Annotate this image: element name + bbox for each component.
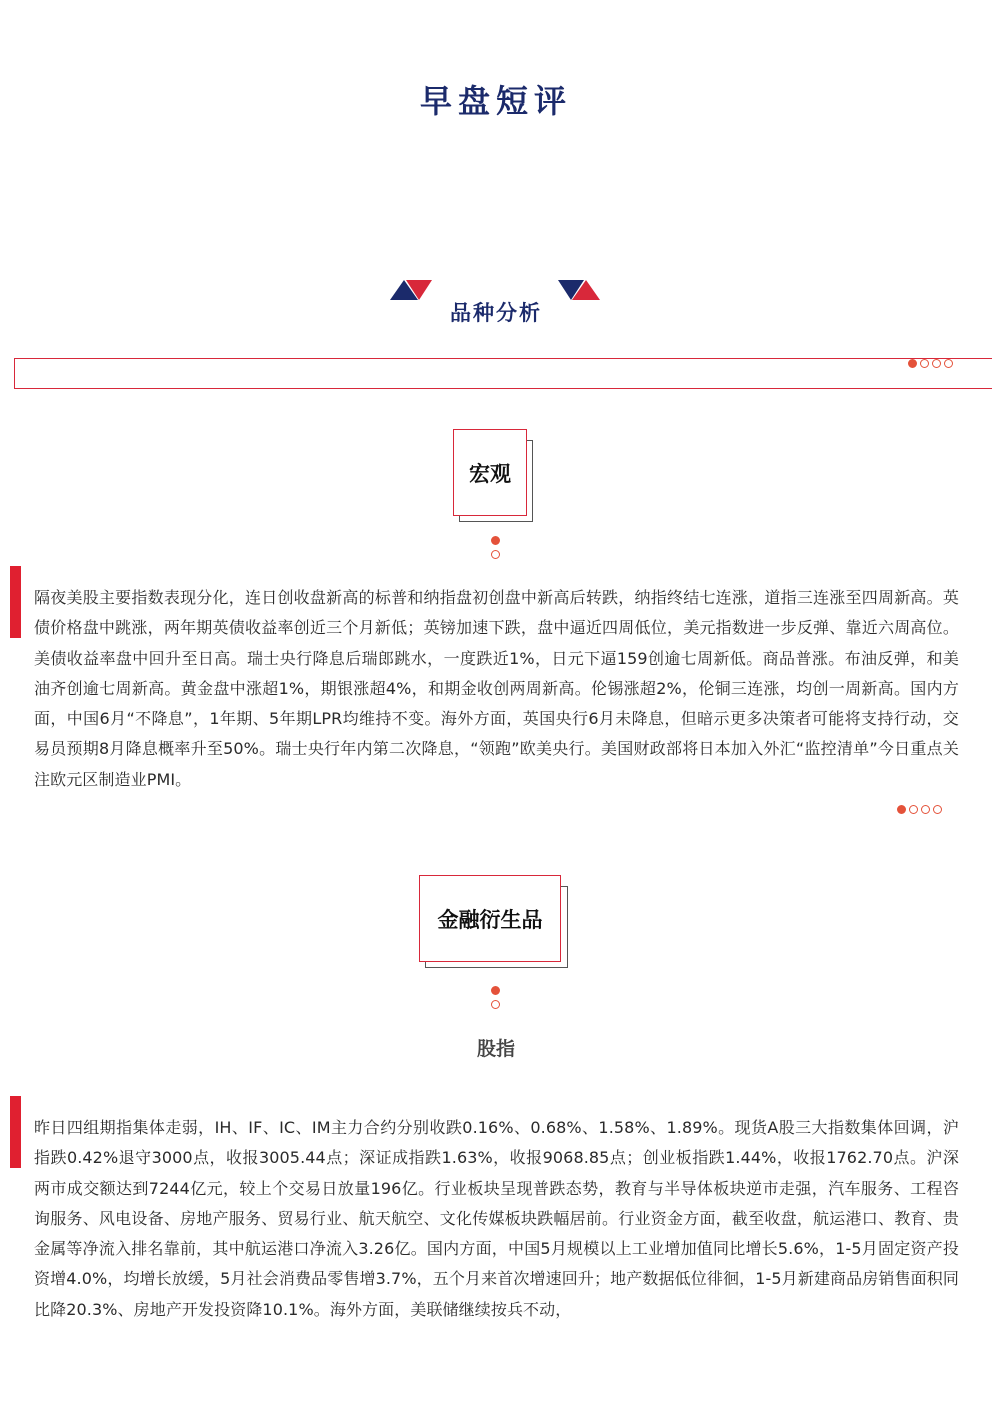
stock-index-paragraph: 昨日四组期指集体走弱，IH、IF、IC、IM主力合约分别收跌0.16%、0.68%、1.58%、1.89%。现货A股三大指数集体回调，沪指跌0.42%退守3000点，收报3005.44点；深证成指跌1.63%，收报9068.85点；创业板指跌1.44%，收报1762.70点。沪深两市成交额达到7244亿元，较上个交易日放量196亿。行业板块呈现普跌态势，教育与半导体板块逆市走强，汽车服务、工程咨询服务、风电设备、房地产服务、贸易行业、航天航空、文化传媒板块跌幅居前。行业资金方面，截至收盘，航运港口、教育、贵金属等净流入排名靠前，其中航运港口净流入3.26亿。国内方面，中国5月规模以上工业增加值同比增长5.6%，1-5月固定资产投资增4.0%，均增长放缓，5月社会消费品零售增3.7%，五个月来首次增速回升；地产数据低位徘徊，1-5月新建商品房销售面积同比降20.3%、房地产开发投资降10.1%。海外方面，美联储继续按兵不动，: [34, 1118, 959, 1319]
dots-decoration-top: [908, 359, 953, 368]
dot-decoration: [491, 1000, 500, 1009]
dot-decoration: [491, 536, 500, 545]
derivatives-heading: 金融衍生品: [419, 875, 561, 962]
dot-decoration: [491, 550, 500, 559]
paragraph-accent-bar: [10, 566, 21, 638]
paragraph-accent-bar: [10, 1096, 21, 1168]
macro-paragraph: 隔夜美股主要指数表现分化，连日创收盘新高的标普和纳指盘初创盘中新高后转跌，纳指终结七连涨，道指三连涨至四周新高。英债价格盘中跳涨，两年期英债收益率创近三个月新低；英镑加速下跌，盘中逼近四周低位，美元指数进一步反弹、靠近六周高位。美债收益率盘中回升至日高。瑞士央行降息后瑞郎跳水，一度跌近1%，日元下逼159创逾七周新低。商品普涨。布油反弹，和美油齐创逾七周新高。黄金盘中涨超1%，期银涨超4%，和期金收创两周新高。伦锡涨超2%，伦铜三连涨，均创一周新高。国内方面，中国6月“不降息”，1年期、5年期LPR均维持不变。海外方面，英国央行6月未降息，但暗示更多决策者可能将支持行动，交易员预期8月降息概率升至50%。瑞士央行年内第二次降息，“领跑”欧美央行。美国财政部将日本加入外汇“监控清单”今日重点关注欧元区制造业PMI。: [34, 588, 959, 789]
section-title: 品种分析: [450, 301, 542, 325]
dots-decoration-middle: [897, 805, 942, 814]
section-divider-bar: [14, 358, 992, 389]
dot-decoration: [491, 986, 500, 995]
page-title: 早盘短评: [419, 82, 572, 120]
stock-index-subtitle: 股指: [476, 1038, 515, 1060]
macro-heading: 宏观: [453, 429, 527, 516]
